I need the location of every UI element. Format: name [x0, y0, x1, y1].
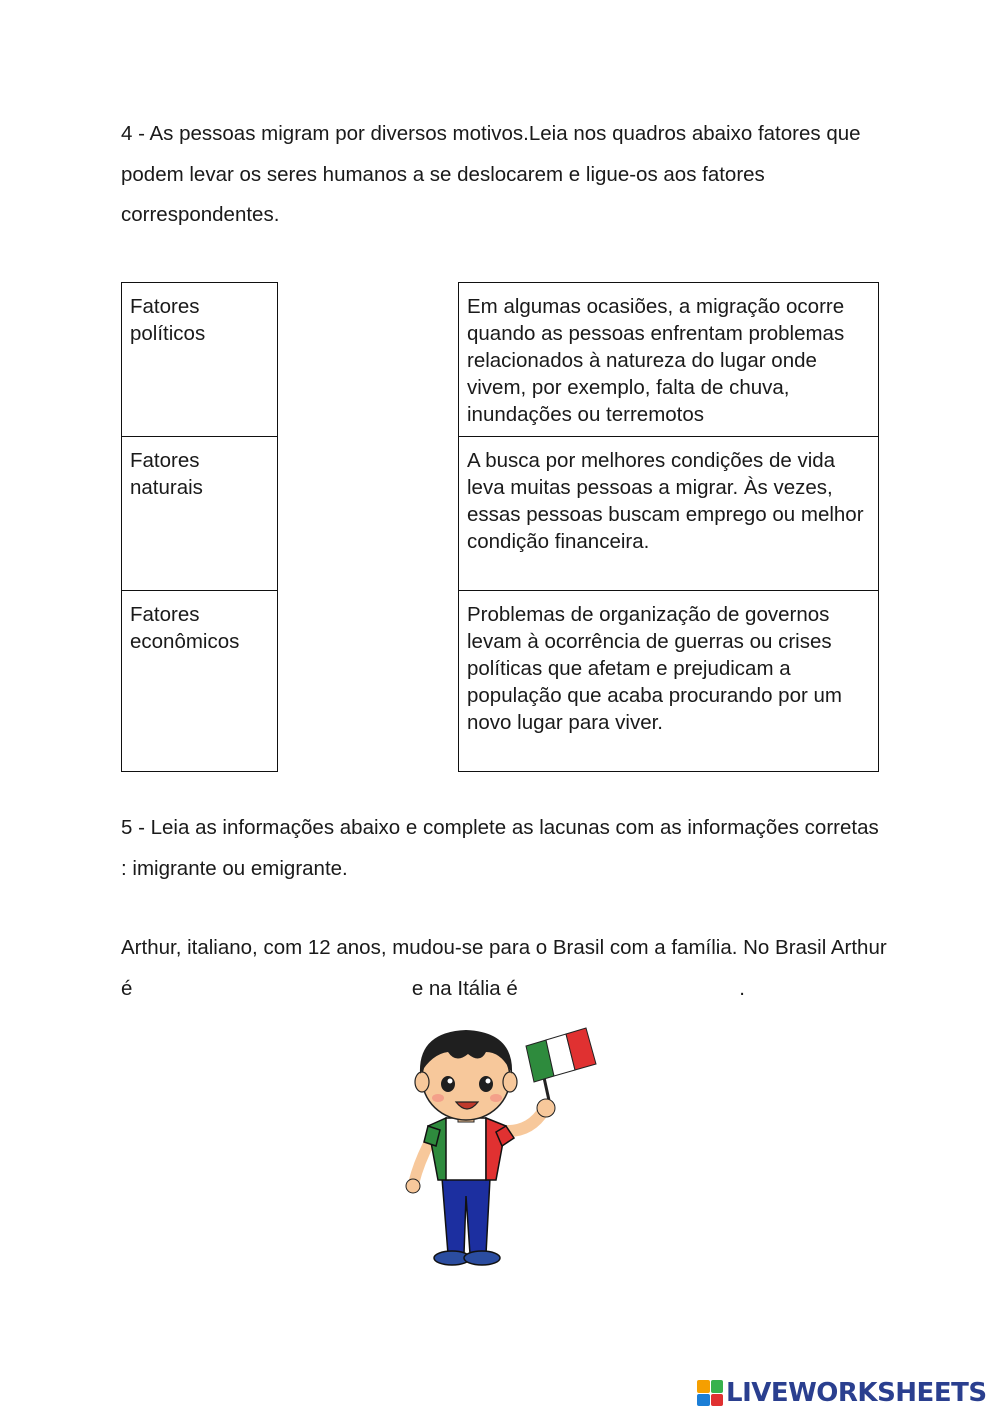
logo-text: LIVEWORKSHEETS — [726, 1378, 987, 1408]
left-eye — [441, 1076, 455, 1092]
left-box-label: Fatores naturais — [130, 449, 203, 499]
right-box-natural-description[interactable] — [458, 282, 879, 438]
right-shoe — [464, 1251, 500, 1265]
right-box-economic-description[interactable] — [458, 436, 879, 592]
shirt — [424, 1118, 514, 1180]
right-box-political-description[interactable] — [458, 590, 879, 772]
question-5-text: 5 - Leia as informações abaixo e complete as lacunas com as informações corretas : imigrante ou emigrante. — [121, 816, 879, 880]
raised-hand — [537, 1099, 555, 1117]
story-period: . — [739, 976, 745, 1000]
left-ear — [415, 1072, 429, 1092]
right-box-text: A busca por melhores condições de vida leva muitas pessoas a migrar. Às vezes, essas pessoas buscam emprego ou melhor condição financeira. — [467, 449, 864, 553]
boy-with-italy-flag-icon — [368, 1018, 632, 1284]
lowered-hand — [406, 1179, 420, 1193]
right-box-text: Problemas de organização de governos levam à ocorrência de guerras ou crises políticas que afetam e prejudicam a população que acaba procurando por um novo lugar para viver. — [467, 603, 842, 734]
story-paragraph — [121, 928, 901, 1009]
story-part-1: Arthur, italiano, com 12 anos, mudou-se para o Brasil com a família. No Brasil Arthur é — [121, 936, 887, 1000]
liveworksheets-logo[interactable] — [697, 1378, 987, 1408]
italy-flag-icon — [526, 1028, 596, 1082]
right-eye — [479, 1076, 493, 1092]
left-box-label: Fatores econômicos — [130, 603, 240, 653]
left-box-label: Fatores políticos — [130, 295, 206, 345]
logo-mark-icon — [697, 1380, 723, 1406]
story-part-2: e na Itália é — [411, 976, 518, 1000]
pants — [442, 1178, 490, 1254]
left-box-natural[interactable] — [121, 436, 278, 592]
question-4-text: 4 - As pessoas migram por diversos motivos.Leia nos quadros abaixo fatores que podem levar os seres humanos a se deslocarem e ligue-os aos fatores correspondentes. — [121, 122, 861, 226]
right-ear — [503, 1072, 517, 1092]
left-box-political[interactable] — [121, 282, 278, 438]
right-box-text: Em algumas ocasiões, a migração ocorre quando as pessoas enfrentam problemas relacionados à natureza do lugar onde vivem, por exemplo, falta de chuva, inundações ou terremotos — [467, 295, 845, 426]
left-box-economic[interactable] — [121, 590, 278, 772]
